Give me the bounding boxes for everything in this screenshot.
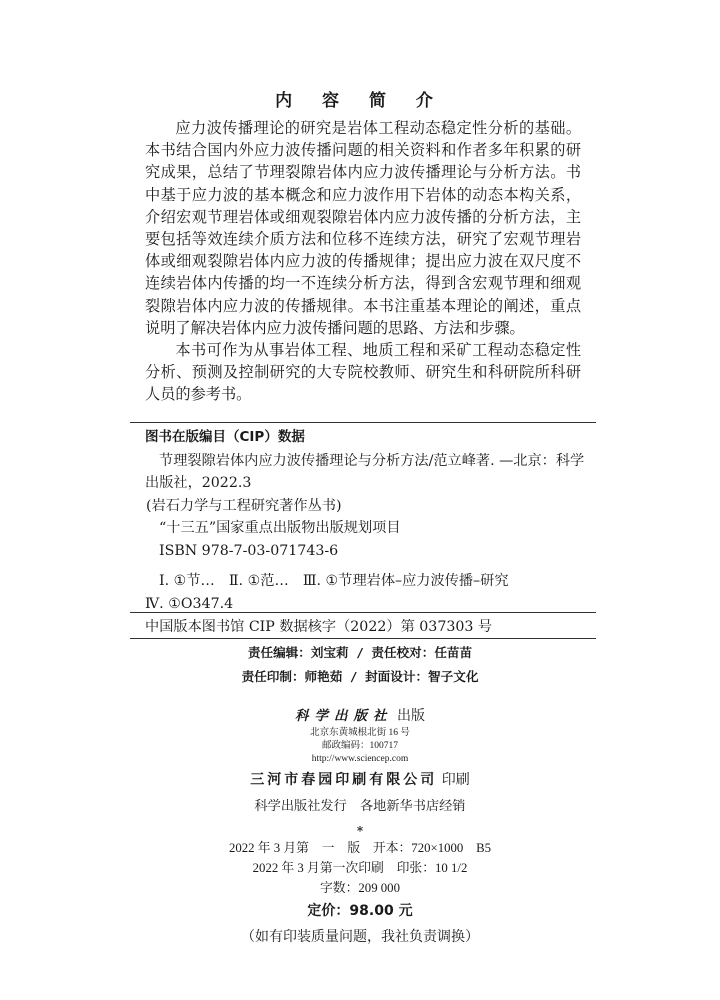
price: 定价：98.00 元 xyxy=(307,903,413,919)
cip-title-line: 节理裂隙岩体内应力波传播理论与分析方法/范立峰著. —北京：科学 xyxy=(159,452,585,469)
publisher-address: 北京东黄城根北街 16 号 xyxy=(310,728,410,738)
cip-number: 中国版本图书馆 CIP 数据核字（2022）第 037303 号 xyxy=(145,619,493,635)
printer-suffix: 印刷 xyxy=(441,772,470,788)
quality-notice: （如有印装质量问题，我社负责调换） xyxy=(241,929,479,945)
cip-project: “十三五”国家重点出版物出版规划项目 xyxy=(159,520,401,536)
cip-publisher-line: 出版社，2022.3 xyxy=(145,475,252,491)
cip-block xyxy=(145,426,593,615)
edition-line2: 2022 年 3 月第一次印刷 印张：10 1/2 xyxy=(252,861,468,875)
word-count: 字数：209 000 xyxy=(320,881,400,895)
editors-line2: 责任印制：师艳茹 / 封面设计：智子文化 xyxy=(241,669,479,684)
publisher-name xyxy=(0,705,720,727)
printer-logo: 三河市春园印刷有限公司 xyxy=(250,772,438,788)
cip-subjects-line1: Ⅰ. ①节… Ⅱ. ①范… Ⅲ. ①节理岩体–应力波传播–研究 xyxy=(159,573,509,589)
abstract-title: 内 容 简 介 xyxy=(275,91,445,111)
printer-name xyxy=(0,768,720,792)
edition-block xyxy=(0,838,720,898)
editors-line1: 责任编辑：刘宝莉 / 责任校对：任苗苗 xyxy=(247,645,473,660)
publisher-url: http://www.sciencep.com xyxy=(311,754,409,764)
publisher-logo: 科学出版社 xyxy=(295,708,393,724)
editors-block xyxy=(0,641,720,689)
divider-top xyxy=(130,422,596,423)
separator-star: * xyxy=(356,824,364,838)
divider-mid xyxy=(130,612,596,613)
abstract-body xyxy=(145,117,581,406)
cip-subjects-line2: Ⅳ. ①O347.4 xyxy=(145,595,234,612)
publisher-block xyxy=(0,705,720,949)
edition-line1: 2022 年 3 月第 一 版 开本：720×1000 B5 xyxy=(228,841,492,855)
publisher-suffix: 出版 xyxy=(396,708,425,724)
cip-series: (岩石力学与工程研究著作丛书) xyxy=(146,497,342,514)
abstract-paragraph: 本书可作为从事岩体工程、地质工程和采矿工程动态稳定性分析、预测及控制研究的大专院校教师、研究生和科研院所科研人员的参考书。 xyxy=(145,341,581,404)
abstract-paragraph: 应力波传播理论的研究是岩体工程动态稳定性分析的基础。本书结合国内外应力波传播问题的相关资料和作者多年积累的研究成果，总结了节理裂隙岩体内应力波传播理论与分析方法。书中基于应力波的基本概念和应力波作用下岩体的动态本构关系，介绍宏观节理岩体或细观裂隙岩体内应力波传播的分析方法，主要包括等效连续介质方法和位移不连续方法，研究了宏观节理岩体或细观裂隙岩体内应力波的传播规律；提出应力波在双尺度不连续岩体内传播的均一不连续分析方法，得到含宏观节理和细观裂隙岩体内应力波的传播规律。本书注重基本理论的阐述，重点说明了解决岩体内应力波传播问题的思路、方法和步骤。 xyxy=(145,119,581,337)
cip-isbn: ISBN 978-7-03-071743-6 xyxy=(159,542,339,559)
distribution-line: 科学出版社发行 各地新华书店经销 xyxy=(254,799,466,814)
cip-heading: 图书在版编目（CIP）数据 xyxy=(145,429,305,445)
divider-bottom xyxy=(130,638,596,639)
publisher-postcode: 邮政编码：100717 xyxy=(321,741,398,751)
